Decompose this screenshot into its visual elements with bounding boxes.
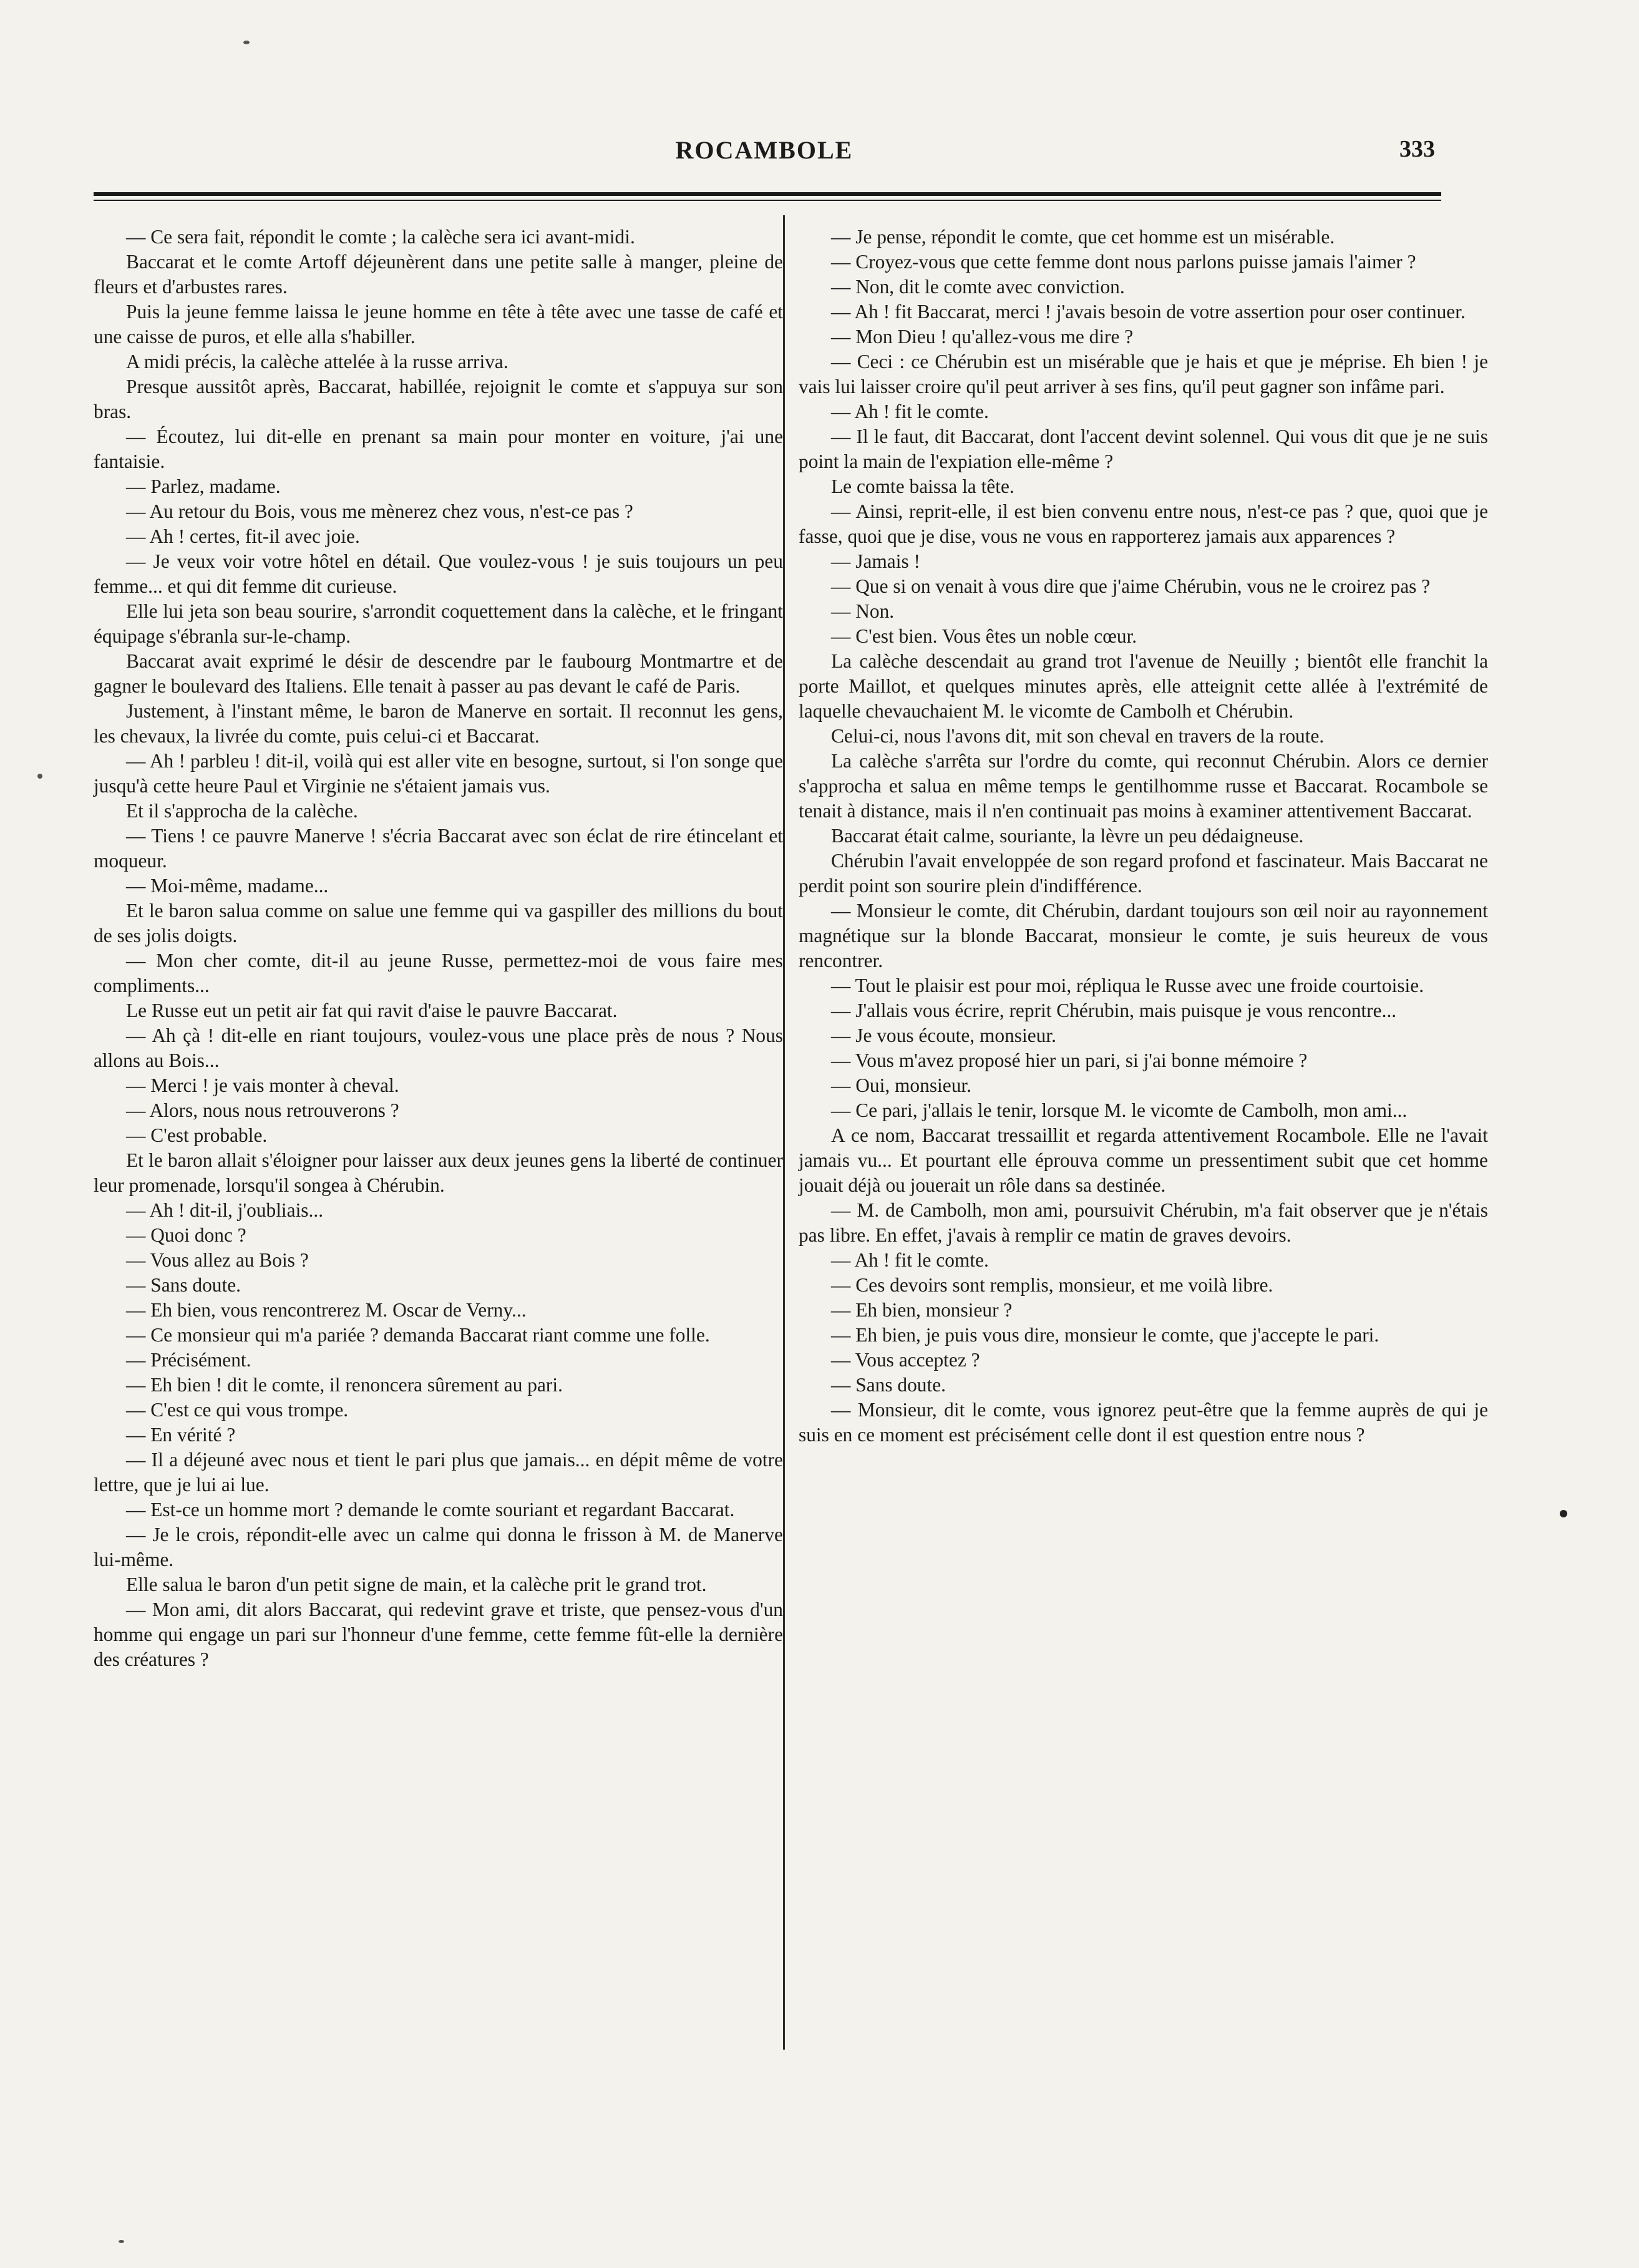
paragraph: — En vérité ? (126, 1424, 236, 1446)
paragraph: — Sans doute. (126, 1274, 241, 1296)
paragraph: Et le baron salua comme on salue une femme qui va gaspiller des millions du bout de ses jolis doigts. (94, 900, 783, 947)
paragraph: — Ces devoirs sont remplis, monsieur, et me voilà libre. (831, 1274, 1273, 1296)
paragraph: — Merci ! je vais monter à cheval. (126, 1074, 399, 1096)
paragraph: A midi précis, la calèche attelée à la russe arriva. (126, 351, 508, 372)
paragraph: Baccarat et le comte Artoff déjeunèrent dans une petite salle à manger, pleine de fleurs et d'arbustes rares. (94, 251, 783, 298)
paragraph: — Je veux voir votre hôtel en détail. Que voulez-vous ! je suis toujours un peu femme... et qui dit femme dit curieuse. (94, 550, 783, 597)
paragraph: — Au retour du Bois, vous me mènerez chez vous, n'est-ce pas ? (126, 500, 633, 522)
paragraph: Elle lui jeta son beau sourire, s'arrondit coquettement dans la calèche, et le fringant équipage s'ébranla sur-le-champ. (94, 600, 783, 647)
paragraph: Celui-ci, nous l'avons dit, mit son cheval en travers de la route. (831, 725, 1325, 747)
paragraph: — C'est probable. (126, 1124, 268, 1146)
paragraph: Baccarat avait exprimé le désir de descendre par le faubourg Montmartre et de gagner le boulevard des Italiens. Elle tenait à passer au pas devant le café de Paris. (94, 650, 783, 697)
paragraph: — Ceci : ce Chérubin est un misérable que je hais et que je méprise. Eh bien ! je vais lui laisser croire qu'il peut arriver à ses fins, qu'il peut gagner son infâme pari. (799, 351, 1488, 397)
paragraph: — Mon cher comte, dit-il au jeune Russe, permettez-moi de vous faire mes compliments... (94, 950, 783, 996)
paragraph: — Vous acceptez ? (831, 1349, 980, 1371)
paragraph: — Ce monsieur qui m'a pariée ? demanda Baccarat riant comme une folle. (126, 1324, 710, 1346)
paragraph: — Quoi donc ? (126, 1224, 246, 1246)
column-divider (783, 215, 785, 2050)
paragraph: Baccarat était calme, souriante, la lèvre un peu dédaigneuse. (831, 825, 1304, 847)
paragraph: — Non, dit le comte avec conviction. (831, 276, 1125, 298)
paragraph: — Précisément. (126, 1349, 251, 1371)
paragraph: Elle salua le baron d'un petit signe de main, et la calèche prit le grand trot. (126, 1574, 707, 1595)
running-title: ROCAMBOLE (675, 136, 854, 164)
paragraph: Chérubin l'avait enveloppée de son regard profond et fascinateur. Mais Baccarat ne perdit point son sourire plein d'indifférence. (799, 850, 1488, 897)
paragraph: — Moi-même, madame... (126, 875, 329, 897)
paragraph: — Non. (831, 600, 895, 622)
header-rule-thin (94, 200, 1441, 201)
left-column (94, 225, 783, 1672)
paragraph: — Ainsi, reprit-elle, il est bien convenu entre nous, n'est-ce pas ? que, quoi que je fasse, quoi que je dise, vous ne vous en rapporterez jamais aux apparences ? (799, 500, 1488, 547)
paragraph: — J'allais vous écrire, reprit Chérubin, mais puisque je vous rencontre... (831, 1000, 1397, 1021)
print-speck (1560, 1510, 1567, 1517)
paragraph: — Ce pari, j'allais le tenir, lorsque M. le vicomte de Cambolh, mon ami... (831, 1099, 1408, 1121)
paragraph: Puis la jeune femme laissa le jeune homme en tête à tête avec une tasse de café et une caisse de puros, et elle alla s'habiller. (94, 301, 783, 348)
paragraph: — Eh bien, vous rencontrerez M. Oscar de Verny... (126, 1299, 527, 1321)
paragraph: — Est-ce un homme mort ? demande le comte souriant et regardant Baccarat. (126, 1499, 735, 1521)
header-rule-thick (94, 192, 1441, 196)
paragraph: — Je le crois, répondit-elle avec un calme qui donna le frisson à M. de Manerve lui-même. (94, 1524, 783, 1570)
paragraph: — Croyez-vous que cette femme dont nous parlons puisse jamais l'aimer ? (831, 251, 1416, 273)
paragraph: Justement, à l'instant même, le baron de Manerve en sortait. Il reconnut les gens, les chevaux, la livrée du comte, puis celui-ci et Baccarat. (94, 700, 783, 747)
paragraph: — Ah ! parbleu ! dit-il, voilà qui est aller vite en besogne, surtout, si l'on songe que jusqu'à cette heure Paul et Virginie ne s'étaient jamais vus. (94, 750, 783, 797)
paragraph: La calèche s'arrêta sur l'ordre du comte, qui reconnut Chérubin. Alors ce dernier s'approcha et salua en même temps le gentilhomme russe et Baccarat. Rocambole se tenait à distance, mais il n'en continuait pas moins à examiner attentivement Baccarat. (799, 750, 1488, 822)
paragraph: — Alors, nous nous retrouverons ? (126, 1099, 399, 1121)
paragraph: — Jamais ! (831, 550, 920, 572)
paragraph: — M. de Cambolh, mon ami, poursuivit Chérubin, m'a fait observer que je n'étais pas libre. En effet, j'avais à remplir ce matin de graves devoirs. (799, 1199, 1488, 1246)
right-column (799, 225, 1488, 1448)
paragraph: Et il s'approcha de la calèche. (126, 800, 358, 822)
paragraph: Et le baron allait s'éloigner pour laisser aux deux jeunes gens la liberté de continuer leur promenade, lorsqu'il songea à Chérubin. (94, 1149, 783, 1196)
paragraph: — C'est ce qui vous trompe. (126, 1399, 349, 1421)
paragraph: — Monsieur, dit le comte, vous ignorez peut-être que la femme auprès de qui je suis en ce moment est précisément celle dont il est question entre nous ? (799, 1399, 1488, 1446)
paragraph: — Eh bien ! dit le comte, il renoncera sûrement au pari. (126, 1374, 563, 1396)
page-number: 333 (1399, 136, 1435, 162)
paragraph: — Écoutez, lui dit-elle en prenant sa main pour monter en voiture, j'ai une fantaisie. (94, 426, 783, 472)
paragraph: A ce nom, Baccarat tressaillit et regarda attentivement Rocambole. Elle ne l'avait jamais vu... Et pourtant elle éprouva comme un pressentiment subit que cet homme jouait déjà ou jouerait un rôle dans sa destinée. (799, 1124, 1488, 1196)
paragraph: — C'est bien. Vous êtes un noble cœur. (831, 625, 1137, 647)
paragraph: — Eh bien, monsieur ? (831, 1299, 1013, 1321)
paragraph: — Parlez, madame. (126, 475, 281, 497)
paragraph: — Ah çà ! dit-elle en riant toujours, voulez-vous une place près de nous ? Nous allons au Bois... (94, 1024, 783, 1071)
paragraph: La calèche descendait au grand trot l'avenue de Neuilly ; bientôt elle franchit la porte Maillot, et quelques minutes après, elle atteignit cette allée à l'extrémité de laquelle chevauchaient M. le vicomte de Cambolh et Chérubin. (799, 650, 1488, 722)
paragraph: — Tout le plaisir est pour moi, répliqua le Russe avec une froide courtoisie. (831, 975, 1424, 996)
paragraph: Le Russe eut un petit air fat qui ravit d'aise le pauvre Baccarat. (126, 1000, 618, 1021)
paragraph: — Tiens ! ce pauvre Manerve ! s'écria Baccarat avec son éclat de rire étincelant et moqueur. (94, 825, 783, 872)
paragraph: — Vous m'avez proposé hier un pari, si j'ai bonne mémoire ? (831, 1049, 1308, 1071)
paragraph: — Mon ami, dit alors Baccarat, qui redevint grave et triste, que pensez-vous d'un homme qui engage un pari sur l'honneur d'une femme, cette femme fût-elle la dernière des créatures ? (94, 1599, 783, 1670)
paragraph: Presque aussitôt après, Baccarat, habillée, rejoignit le comte et s'appuya sur son bras. (94, 376, 783, 422)
paragraph: — Il a déjeuné avec nous et tient le pari plus que jamais... en dépit même de votre lettre, que je lui ai lue. (94, 1449, 783, 1496)
paragraph: — Ah ! certes, fit-il avec joie. (126, 525, 360, 547)
paragraph: Le comte baissa la tête. (831, 475, 1014, 497)
paragraph: — Mon Dieu ! qu'allez-vous me dire ? (831, 326, 1134, 348)
page-header (94, 128, 1435, 172)
print-speck (243, 41, 250, 44)
paragraph: — Ce sera fait, répondit le comte ; la calèche sera ici avant-midi. (126, 226, 635, 248)
paragraph: — Vous allez au Bois ? (126, 1249, 309, 1271)
paragraph: — Que si on venait à vous dire que j'aime Chérubin, vous ne le croirez pas ? (831, 575, 1431, 597)
paragraph: — Il le faut, dit Baccarat, dont l'accent devint solennel. Qui vous dit que je ne suis point la main de l'expiation elle-même ? (799, 426, 1488, 472)
paragraph: — Monsieur le comte, dit Chérubin, dardant toujours son œil noir au rayonnement magnétique sur la blonde Baccarat, monsieur le comte, je suis heureux de vous rencontrer. (799, 900, 1488, 971)
paragraph: — Ah ! dit-il, j'oubliais... (126, 1199, 324, 1221)
paragraph: — Sans doute. (831, 1374, 946, 1396)
paragraph: — Je vous écoute, monsieur. (831, 1024, 1056, 1046)
print-speck (119, 2240, 124, 2243)
paragraph: — Ah ! fit le comte. (831, 1249, 989, 1271)
paragraph: — Eh bien, je puis vous dire, monsieur le comte, que j'accepte le pari. (831, 1324, 1379, 1346)
paragraph: — Je pense, répondit le comte, que cet homme est un misérable. (831, 226, 1335, 248)
paragraph: — Ah ! fit le comte. (831, 401, 989, 422)
paragraph: — Oui, monsieur. (831, 1074, 971, 1096)
paragraph: — Ah ! fit Baccarat, merci ! j'avais besoin de votre assertion pour oser continuer. (831, 301, 1466, 323)
print-speck (37, 774, 42, 779)
